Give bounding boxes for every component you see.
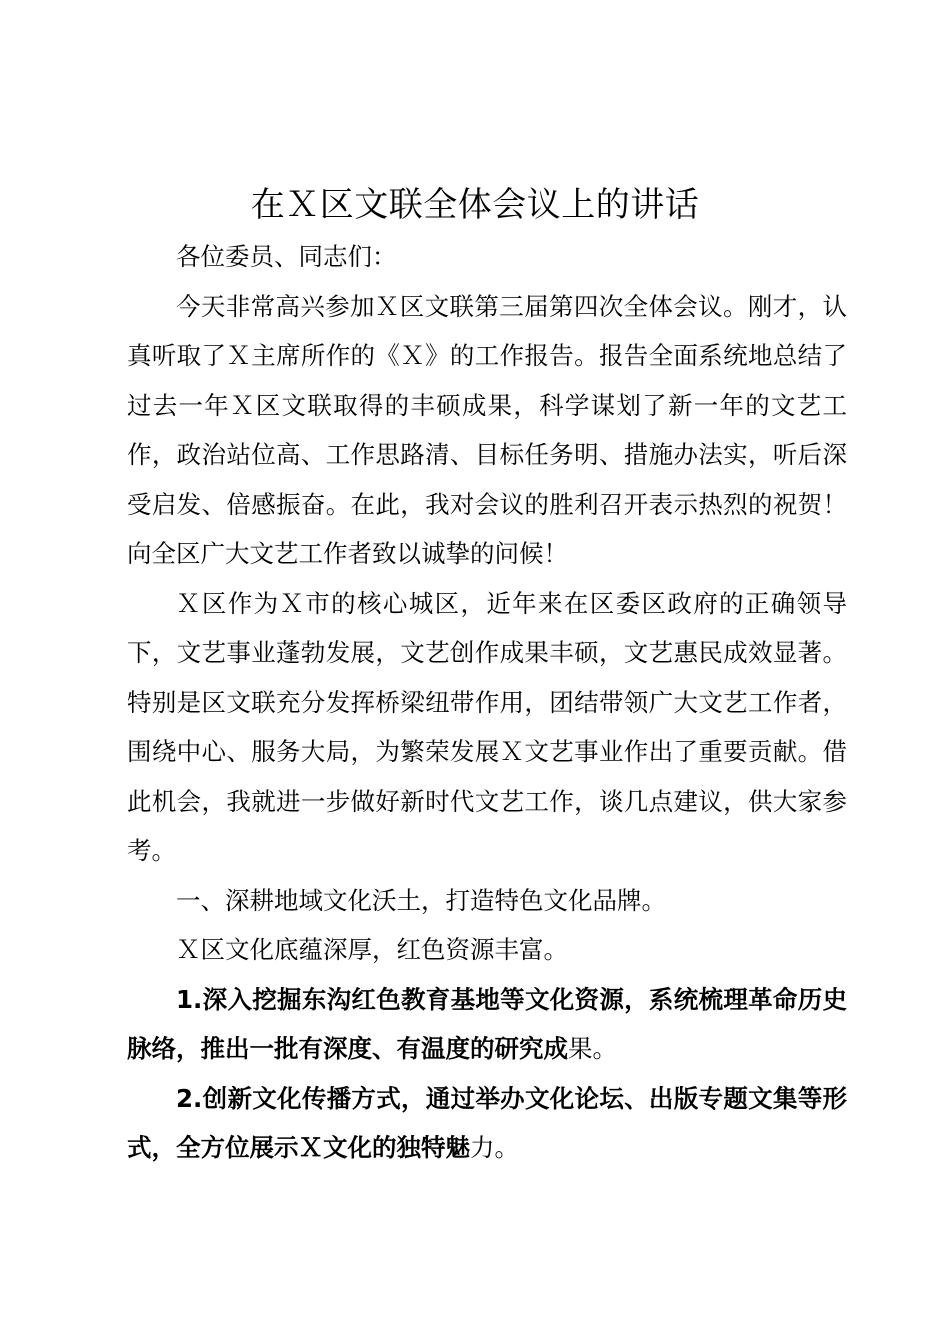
section-intro-1: Ｘ区文化底蕴深厚，红色资源丰富。	[176, 935, 568, 964]
list-item-2-tail: 力。	[470, 1133, 519, 1162]
list-item-2-text: 2.创新文化传播方式，通过举办文化论坛、出版专题文集等形式，全方位展示Ｘ文化的独特魅	[127, 1083, 847, 1162]
paragraph-district-overview: Ｘ区作为Ｘ市的核心城区，近年来在区委区政府的正确领导下，文艺事业蓬勃发展，文艺创作成果丰硕，文艺惠民成效显著。特别是区文联充分发挥桥梁纽带作用，团结带领广大文艺工作者，围绕中心、服务大局，为繁荣发展Ｘ文艺事业作出了重要贡献。借此机会，我就进一步做好新时代文艺工作，谈几点建议，供大家参考。	[127, 588, 847, 865]
list-item-1-text: 1.深入挖掘东沟红色教育基地等文化资源，系统梳理革命历史脉络，推出一批有深度、有温度的研究成	[127, 984, 847, 1063]
list-item-2	[127, 1074, 847, 1173]
paragraph-opening: 今天非常高兴参加Ｘ区文联第三届第四次全体会议。刚才，认真听取了Ｘ主席所作的《Ｘ》的工作报告。报告全面系统地总结了过去一年Ｘ区文联取得的丰硕成果，科学谋划了新一年的文艺工作，政治站位高、工作思路清、目标任务明、措施办法实，听后深受启发、倍感振奋。在此，我对会议的胜利召开表示热烈的祝贺！向全区广大文艺工作者致以诚挚的问候！	[127, 291, 847, 568]
document-title: 在Ｘ区文联全体会议上的讲话	[250, 185, 700, 225]
list-item-1	[127, 975, 847, 1074]
list-item-1-tail: 果。	[568, 1034, 617, 1063]
salutation: 各位委员、同志们：	[176, 242, 397, 271]
section-heading-1: 一、深耕地域文化沃土，打造特色文化品牌。	[176, 885, 666, 915]
document-body	[127, 232, 847, 1173]
